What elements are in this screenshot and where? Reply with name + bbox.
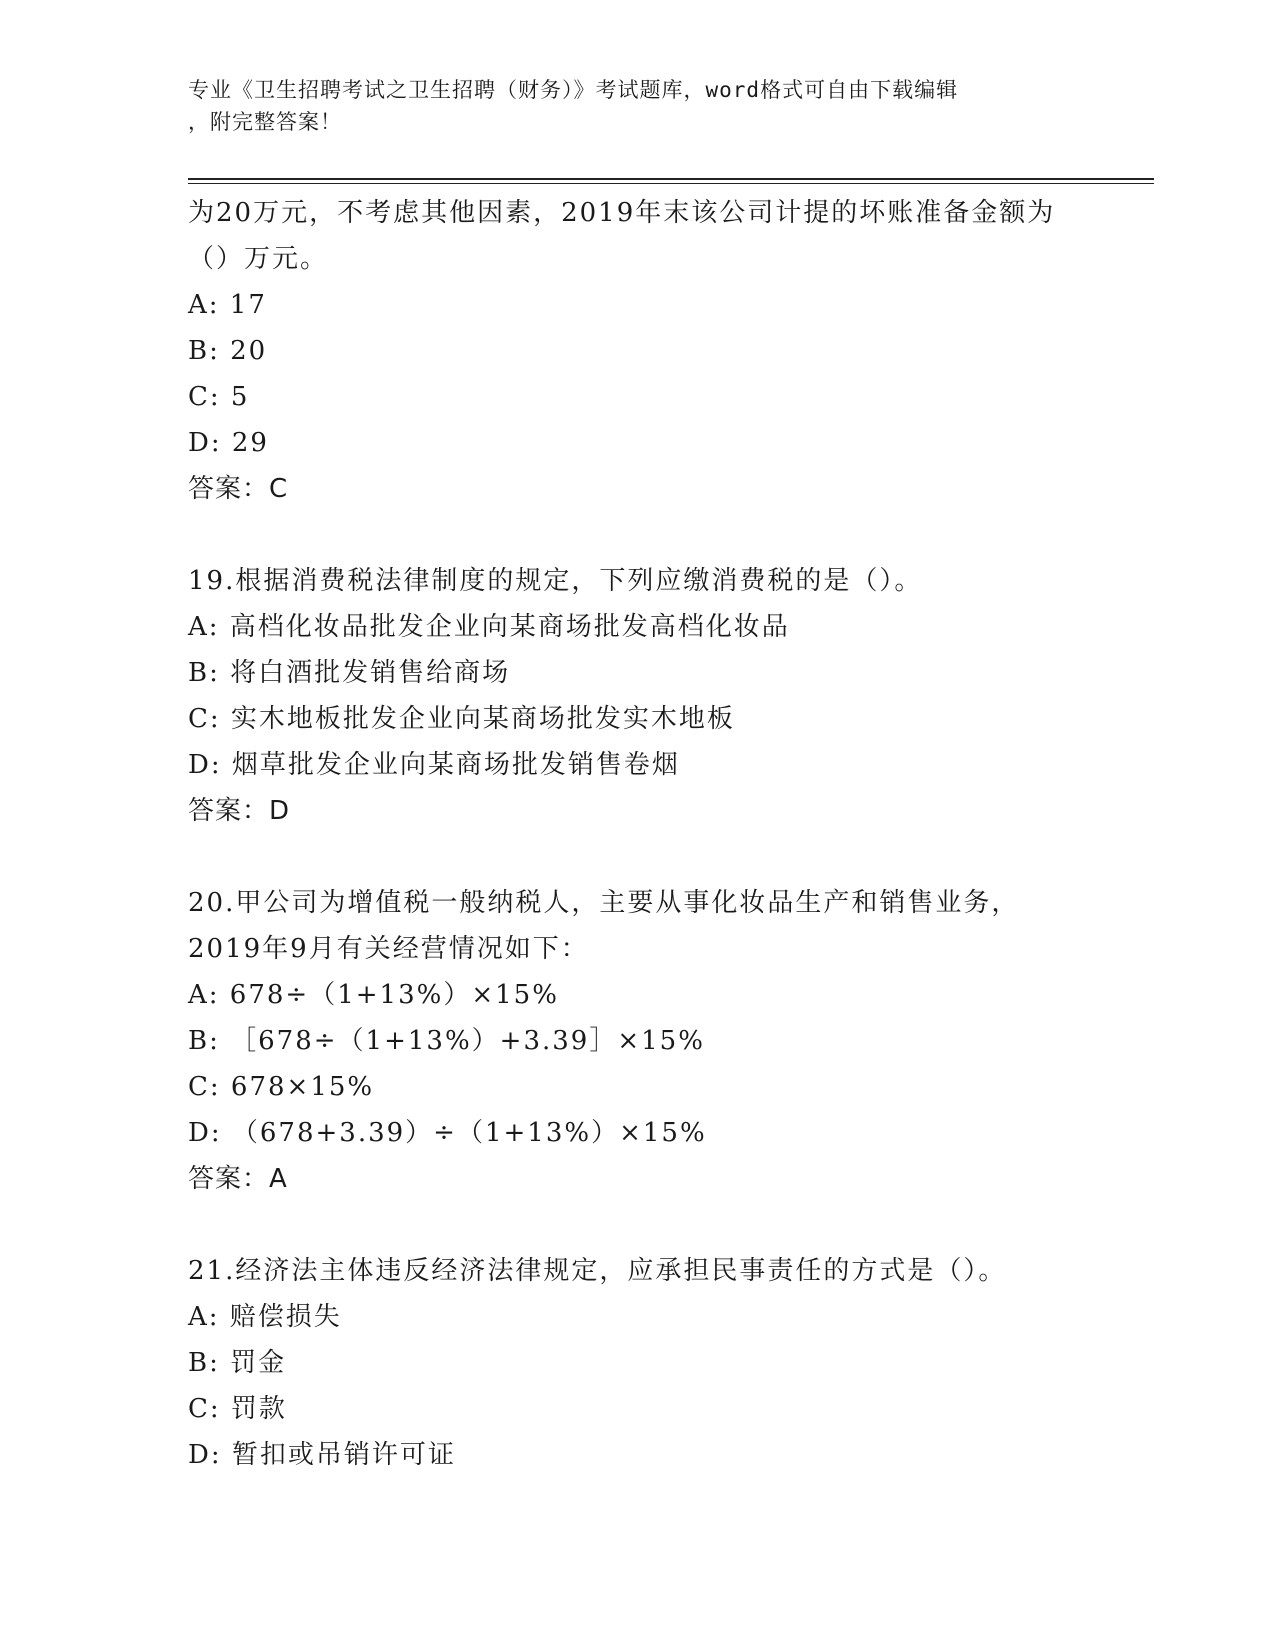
option-a: A: 17	[188, 290, 267, 320]
option-c: C: 罚款	[188, 1394, 287, 1424]
question-stem: 为20万元，不考虑其他因素，2019年末该公司计提的坏账准备金额为	[188, 198, 1056, 228]
option-d: D: 烟草批发企业向某商场批发销售卷烟	[188, 750, 680, 780]
option-a: A: 赔偿损失	[188, 1302, 342, 1332]
option-b: B: 罚金	[188, 1348, 287, 1378]
option-d: D: （678+3.39）÷（1+13%）×15%	[188, 1118, 707, 1148]
header-divider-thick	[188, 178, 1154, 180]
question-stem: 20.甲公司为增值税一般纳税人，主要从事化妆品生产和销售业务，	[188, 888, 1020, 918]
question-19	[188, 558, 1148, 834]
spacer	[188, 512, 1148, 558]
page-header	[188, 74, 1088, 138]
question-stem-continued: （）万元。	[188, 244, 329, 274]
option-a: A: 678÷（1+13%）×15%	[188, 980, 559, 1010]
answer-label: 答案：A	[188, 1164, 288, 1194]
option-a: A: 高档化妆品批发企业向某商场批发高档化妆品	[188, 612, 790, 642]
option-b: B: ［678÷（1+13%）+3.39］×15%	[188, 1026, 705, 1056]
option-c: C: 678×15%	[188, 1072, 375, 1102]
header-title-line-2: ，附完整答案！	[188, 110, 342, 134]
question-stem-continued: 2019年9月有关经营情况如下：	[188, 934, 589, 964]
question-stem: 19.根据消费税法律制度的规定，下列应缴消费税的是（）。	[188, 566, 923, 596]
question-stem: 21.经济法主体违反经济法律规定，应承担民事责任的方式是（）。	[188, 1256, 1007, 1286]
option-d: D: 29	[188, 428, 269, 458]
option-c: C: 实木地板批发企业向某商场批发实木地板	[188, 704, 735, 734]
question-21	[188, 1248, 1148, 1478]
option-b: B: 20	[188, 336, 268, 366]
question-20	[188, 880, 1148, 1202]
spacer	[188, 834, 1148, 880]
answer-label: 答案：D	[188, 796, 291, 826]
option-c: C: 5	[188, 382, 250, 412]
answer-label: 答案：C	[188, 474, 289, 504]
question-18	[188, 190, 1148, 512]
option-b: B: 将白酒批发销售给商场	[188, 658, 511, 688]
header-title-line-1: 专业《卫生招聘考试之卫生招聘（财务）》考试题库，word格式可自由下载编辑	[188, 78, 959, 102]
question-list	[188, 190, 1148, 1478]
header-divider-thin	[188, 183, 1154, 184]
option-d: D: 暂扣或吊销许可证	[188, 1440, 456, 1470]
spacer	[188, 1202, 1148, 1248]
